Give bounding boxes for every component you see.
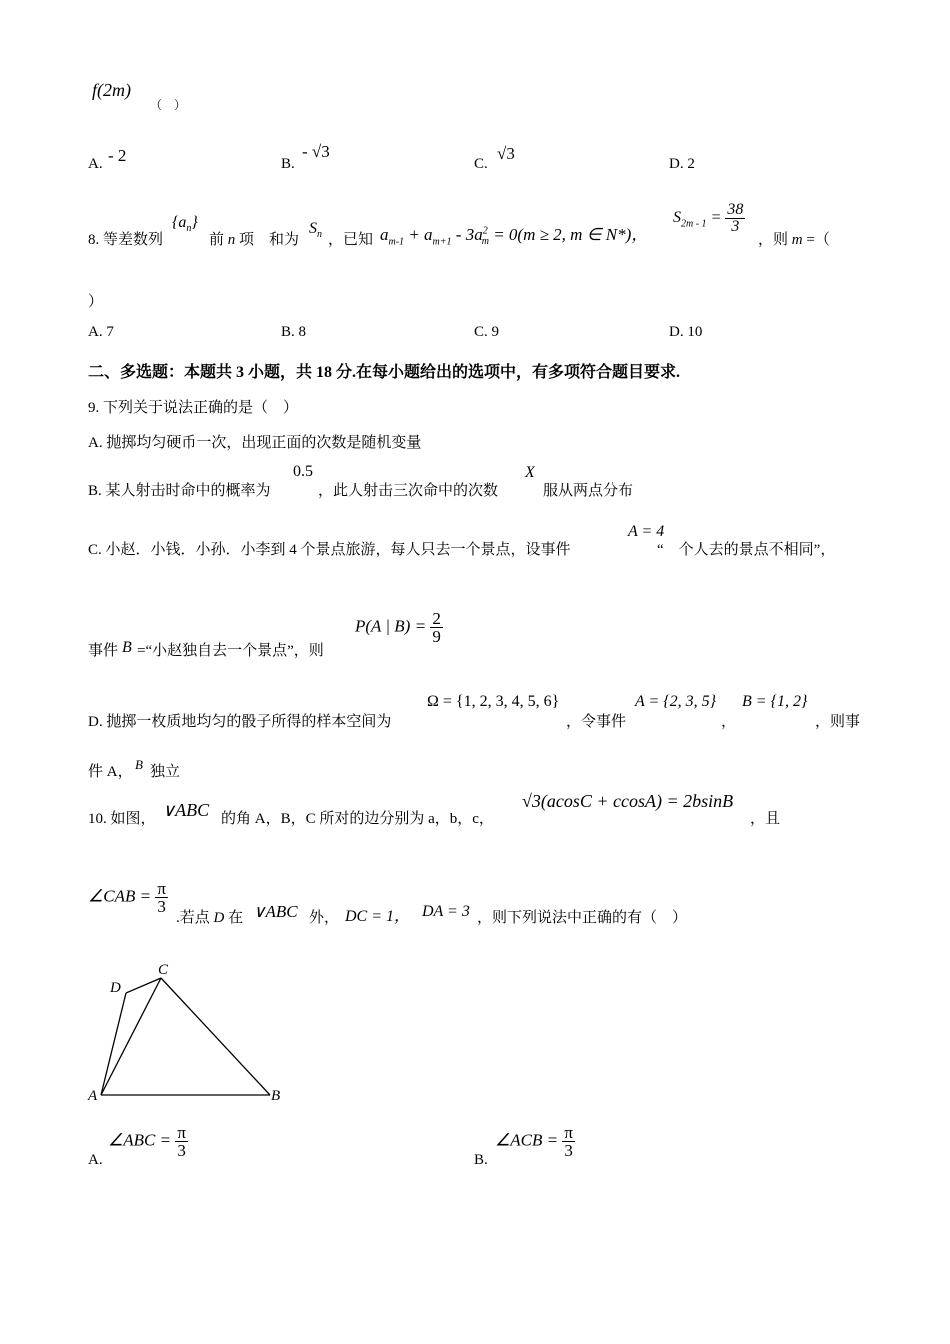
q8-close-paren: ） xyxy=(88,294,104,310)
q9-option-d-line2-b: B xyxy=(135,757,143,772)
q10-dc: DC = 1， xyxy=(345,908,411,925)
figure-label-d: D xyxy=(110,980,121,996)
q10-stem-post: ，且 xyxy=(750,811,781,827)
q10-triangle: ∨ABC xyxy=(162,800,210,820)
q9-option-d-post: ，则事 xyxy=(815,714,861,730)
q10-triangle-2: ∨ABC xyxy=(253,902,298,921)
figure-label-b: B xyxy=(271,1088,281,1104)
q9-option-b-x: X xyxy=(525,464,535,481)
q10-figure xyxy=(84,958,304,1108)
q8-condition: $a_{m-1} + a_{m+1} - 3a^2_m = 0(m \ge 2$, m ∈ N*)， xyxy=(380,225,649,248)
q9-option-b-value: 0.5 xyxy=(293,463,313,480)
q8-option-c: C. 9 xyxy=(474,324,500,340)
q8-stem-part1: 8. 等差数列 xyxy=(88,232,164,248)
q10-option-b: ∠ACB = $\frac{\pi}{3}$ xyxy=(495,1123,573,1160)
q10-option-b-label: B. xyxy=(474,1152,488,1168)
q9-stem: 9. 下列关于说法正确的是（ ） xyxy=(88,400,299,416)
q8-stem-part2: 前 n 项 和为 xyxy=(209,232,300,248)
q7-option-d: D. 2 xyxy=(669,156,695,172)
q9-option-c-post: “ 个人去的景点不相同”， xyxy=(657,542,836,558)
q9-option-d-mid: ，令事件 xyxy=(566,714,627,730)
q7-paren: （ ） xyxy=(150,98,187,112)
q10-option-a: ∠ABC = $\frac{\pi}{3}$ xyxy=(108,1123,186,1160)
q7-option-c-label: C. xyxy=(474,156,488,172)
q10-line2-a: .若点 D 在 xyxy=(176,910,244,926)
q8-s2m: $S_{2m - 1}$ = $\frac{38}{3}$ xyxy=(673,201,744,235)
q7-option-a-label: A. xyxy=(88,156,103,172)
q10-option-a-label: A. xyxy=(88,1152,103,1168)
q10-da: DA = 3 xyxy=(422,903,470,920)
q9-option-c-event-a: A = 4 xyxy=(628,523,665,540)
section-heading: 二、多选题：本题共 3 小题，共 18 分.在每小题给出的选项中，有多项符合题目要求. xyxy=(88,364,681,381)
q10-line2-end: ，则下列说法中正确的有（ ） xyxy=(477,910,688,926)
q10-angle-cab: ∠CAB = $\frac{\pi}{3}$ xyxy=(88,879,166,916)
q9-option-d-event-a: A = {2, 3, 5} xyxy=(635,693,717,710)
q9-option-d-comma: ， xyxy=(721,714,737,730)
q8-stem-part4: ，已知 xyxy=(328,232,374,248)
q7-option-a-value: - 2 xyxy=(108,146,127,165)
q7-option-b-value: - √3 xyxy=(302,142,330,161)
q10-stem-pre: 10. 如图， xyxy=(88,811,156,827)
q9-option-c-event-b: B xyxy=(122,639,132,656)
q7-stem-tail: f(2m) xyxy=(92,80,131,100)
q8-sum-symbol: $S_n$ xyxy=(309,220,322,241)
q9-option-c-probability: P(A | B) = $\frac{2}{9}$ xyxy=(355,609,441,646)
q9-option-c-line2-mid: =“小赵独自去一个景点”，则 xyxy=(137,643,324,659)
segment-bc xyxy=(161,978,270,1095)
q8-option-d: D. 10 xyxy=(669,324,703,340)
q9-option-d-line2: 件 A， xyxy=(88,764,133,780)
q9-option-a: A. 抛掷均匀硬币一次，出现正面的次数是随机变量 xyxy=(88,435,422,451)
q9-option-b-mid: ，此人射击三次命中的次数 xyxy=(318,483,499,499)
q10-stem-mid: 的角 A，B，C 所对的边分别为 a，b，c， xyxy=(221,811,494,827)
q8-stem-part5: ，则 m =（ xyxy=(758,232,830,248)
q7-option-c-value: √3 xyxy=(497,144,515,163)
q10-equation: √3(acosC + ccosA) = 2bsinB xyxy=(522,791,734,811)
q10-line2-c: 外， xyxy=(309,910,340,926)
q9-option-d-omega: Ω = {1, 2, 3, 4, 5, 6} xyxy=(427,693,560,710)
figure-label-c: C xyxy=(158,962,169,978)
figure-label-a: A xyxy=(88,1088,98,1104)
q9-option-d-event-b: B = {1, 2} xyxy=(742,693,808,710)
q9-option-b-pre: B. 某人射击时命中的概率为 xyxy=(88,483,271,499)
q7-option-b-label: B. xyxy=(281,156,295,172)
q9-option-b-post: 服从两点分布 xyxy=(543,483,634,499)
q9-option-d-line2-post: 独立 xyxy=(150,764,181,780)
q9-option-c-pre: C. 小赵．小钱．小孙．小李到 4 个景点旅游，每人只去一个景点，设事件 xyxy=(88,542,571,558)
segment-ad xyxy=(101,993,126,1095)
q8-option-b: B. 8 xyxy=(281,324,307,340)
q8-seq: $\{a_n\}$ xyxy=(172,214,198,235)
segment-dc xyxy=(126,978,161,993)
q9-option-d-pre: D. 抛掷一枚质地均匀的骰子所得的样本空间为 xyxy=(88,714,392,730)
q8-option-a: A. 7 xyxy=(88,324,114,340)
q9-option-c-line2-pre: 事件 xyxy=(88,643,119,659)
